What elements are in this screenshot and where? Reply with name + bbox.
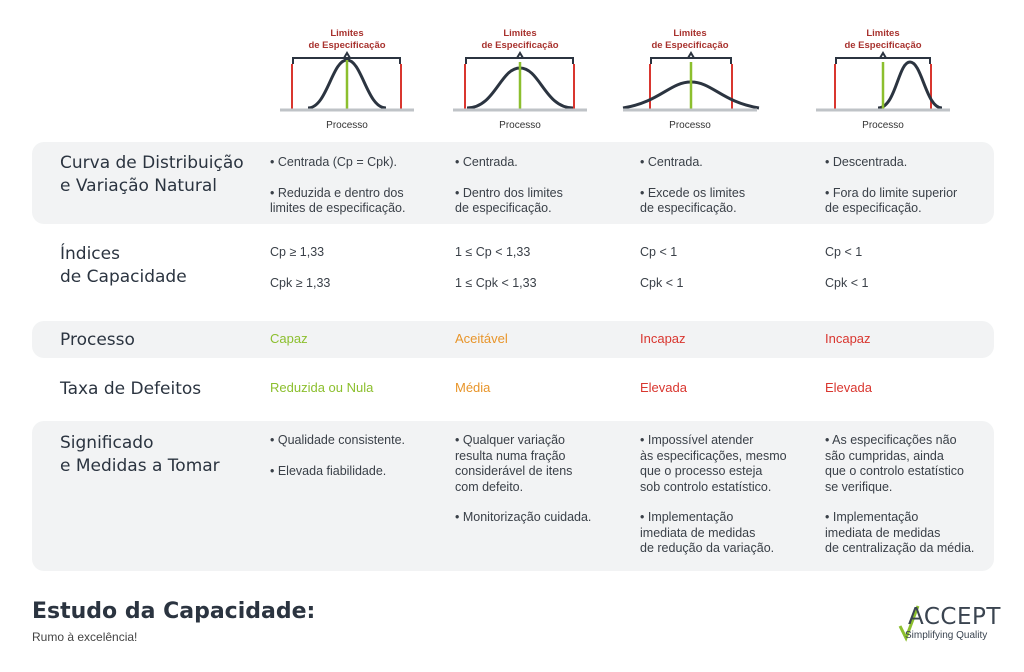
distribution-curve-icon	[808, 24, 958, 119]
meaning-item: • Implementação imediata de medidas de centralização da média.	[825, 510, 975, 555]
process-status-incapaz: Incapaz	[825, 331, 871, 346]
meaning-item: • Implementação imediata de medidas de redução da variação.	[640, 510, 775, 555]
spec-limits-label: Limites de Especificação	[308, 28, 386, 51]
distribution-item: • Centrada.	[455, 155, 518, 169]
logo-text: ACCEPT	[908, 604, 1001, 630]
row-label-meaning: Significado e Medidas a Tomar	[60, 433, 220, 476]
process-label: Processo	[862, 120, 904, 131]
distribution-curve-icon	[445, 24, 595, 119]
accept-logo	[898, 604, 1001, 648]
distribution-item: • Dentro dos limites de especificação.	[455, 185, 563, 215]
cp-value: Cp < 1	[640, 245, 678, 259]
meaning-item: • Qualquer variação resulta numa fração considerável de itens com defeito.	[455, 433, 573, 494]
meaning-col-2	[455, 433, 630, 526]
row-label-process: Processo	[60, 330, 135, 350]
cpk-value: Cpk < 1	[640, 275, 684, 290]
cp-value: Cp ≥ 1,33	[270, 245, 325, 259]
process-status-aceitavel: Aceitável	[455, 331, 508, 346]
logo-tagline: Simplifying Quality	[905, 630, 988, 641]
process-label: Processo	[326, 120, 368, 131]
meaning-col-1	[270, 433, 445, 479]
curve-off-center	[808, 24, 958, 134]
defect-rate-medium: Média	[455, 380, 491, 395]
cpk-value: Cpk ≥ 1,33	[270, 275, 331, 290]
cp-value: Cp < 1	[825, 245, 863, 259]
spec-limits-label: Limites de Especificação	[651, 28, 729, 51]
cpk-value: Cpk < 1	[825, 275, 869, 290]
indices-col-4	[825, 245, 995, 291]
spec-limits-label: Limites de Especificação	[844, 28, 922, 51]
meaning-item: • Monitorização cuidada.	[455, 510, 592, 524]
indices-col-3	[640, 245, 815, 291]
process-status-capaz: Capaz	[270, 331, 308, 346]
distribution-col-2	[455, 155, 630, 217]
distribution-item: • Excede os limites de especificação.	[640, 185, 746, 215]
defect-rate-low: Reduzida ou Nula	[270, 380, 374, 395]
distribution-curve-icon	[272, 24, 422, 119]
spec-limits-label: Limites de Especificação	[481, 28, 559, 51]
row-label-defects: Taxa de Defeitos	[60, 379, 202, 399]
meaning-item: • Impossível atender às especificações, mesmo que o processo esteja sob controlo estatístico.	[640, 433, 787, 494]
distribution-curve-icon	[615, 24, 765, 119]
cp-value: 1 ≤ Cp < 1,33	[455, 245, 531, 259]
curve-centered-narrow	[272, 24, 422, 134]
cpk-value: 1 ≤ Cpk < 1,33	[455, 275, 537, 290]
distribution-item: • Centrada.	[640, 155, 703, 169]
indices-col-2	[455, 245, 630, 291]
curve-centered-medium	[445, 24, 595, 134]
meaning-col-3	[640, 433, 815, 557]
meaning-item: • As especificações não são cumpridas, ainda que o controlo estatístico se verifique.	[825, 433, 964, 494]
process-status-incapaz: Incapaz	[640, 331, 686, 346]
distribution-col-3	[640, 155, 815, 217]
distribution-item: • Centrada (Cp = Cpk).	[270, 155, 397, 169]
distribution-item: • Fora do limite superior de especificação.	[825, 185, 958, 215]
meaning-col-4	[825, 433, 995, 557]
distribution-col-4	[825, 155, 995, 217]
defect-rate-high: Elevada	[825, 380, 872, 395]
distribution-item: • Descentrada.	[825, 155, 908, 169]
distribution-col-1	[270, 155, 445, 217]
meaning-item: • Qualidade consistente.	[270, 433, 406, 447]
curve-centered-wide	[615, 24, 765, 134]
distribution-item: • Reduzida e dentro dos limites de especificação.	[270, 185, 406, 215]
page-subtitle: Rumo à excelência!	[32, 630, 138, 644]
row-label-indices: Índices de Capacidade	[60, 244, 187, 287]
indices-col-1	[270, 245, 445, 291]
process-label: Processo	[669, 120, 711, 131]
process-label: Processo	[499, 120, 541, 131]
meaning-item: • Elevada fiabilidade.	[270, 463, 387, 478]
page-title: Estudo da Capacidade:	[32, 599, 316, 624]
row-label-distribution: Curva de Distribuição e Variação Natural	[60, 153, 244, 196]
defect-rate-high: Elevada	[640, 380, 687, 395]
